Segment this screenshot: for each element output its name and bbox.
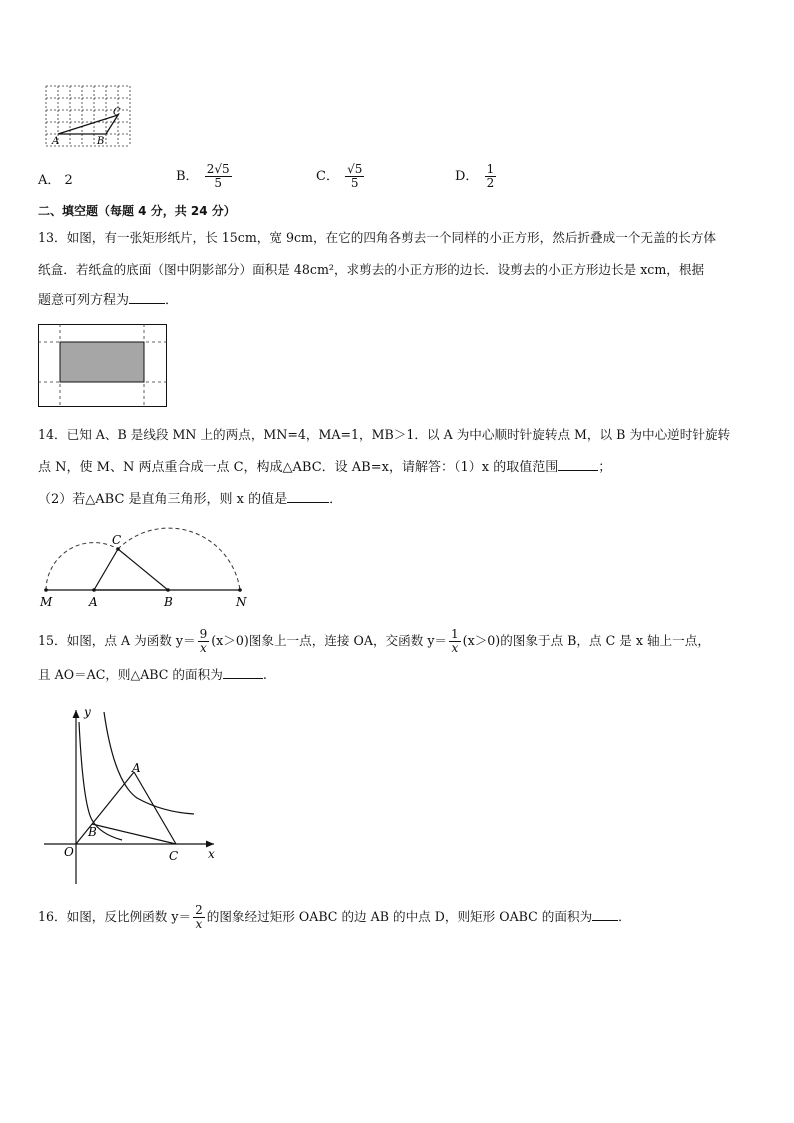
q13-answer-blank (129, 291, 165, 304)
q15-line-2 (38, 666, 267, 684)
fig12-label-a: A (52, 136, 60, 147)
fig12-label-c: C (113, 107, 121, 118)
option-b (176, 163, 234, 190)
option-a (38, 172, 73, 190)
fig14-label-m: M (40, 595, 53, 609)
q15-fraction-2-denominator: x (451, 641, 459, 655)
triangle-abc (58, 115, 118, 134)
q14-answer-blank-1 (558, 458, 598, 471)
q14-line-3 (38, 490, 342, 509)
fig15-label-c: C (169, 849, 179, 863)
fig15-label-b: B (88, 825, 97, 839)
fig14-label-c: C (112, 533, 122, 547)
fig14-label-a: A (89, 595, 98, 609)
fig12-label-b: B (97, 136, 105, 147)
q15-line-1-a: 15．如图，点 A 为函数 y＝ (38, 633, 196, 648)
q16-text-pre: 16．如图，反比例函数 y＝ (38, 909, 192, 924)
fig15-label-x: x (208, 847, 215, 861)
q14-arc-figure (34, 522, 256, 612)
q15-line-1 (38, 621, 710, 661)
q16-text-end: ． (618, 909, 631, 924)
q14-line-2-text: 点 N，使 M、N 两点重合成一点 C，构成△ABC．设 AB=x，请解答：（1）x 的取值范围 (38, 460, 559, 475)
q14-line-3-text: （2）若△ABC 是直角三角形，则 x 的值是 (38, 492, 288, 507)
option-c-label: C． (316, 169, 339, 184)
q15-answer-blank (223, 666, 263, 679)
q13-paper-figure (38, 324, 168, 408)
q15-fraction-2-numerator: 1 (451, 627, 459, 641)
option-b-fraction (205, 163, 232, 190)
option-a-label: A． (38, 173, 61, 188)
option-c (316, 163, 366, 190)
q16-fraction-denominator: x (195, 917, 203, 931)
option-c-fraction (345, 163, 364, 190)
q13-line-3 (38, 291, 178, 310)
q16-line (38, 897, 631, 937)
q14-line-1: 14．已知 A、B 是线段 MN 上的两点，MN=4，MA=1，MB＞1．以 A 为中心顺时针旋转点 M，以 B 为中心逆时针旋转 (38, 427, 731, 442)
option-b-label: B． (176, 169, 199, 184)
fig15-label-o: O (64, 845, 74, 859)
q13-line-3-text: 题意可列方程为 (38, 293, 130, 308)
q15-line-2-end: . (262, 667, 267, 682)
q14-line-3-end: ． (329, 492, 343, 507)
q14-answer-blank-2 (287, 490, 329, 503)
shaded-base (60, 342, 144, 382)
q16-fraction-numerator: 2 (195, 903, 203, 917)
option-c-denominator: 5 (350, 176, 359, 190)
fig15-label-y: y (84, 705, 91, 719)
q13-line-3-end: ． (165, 293, 179, 308)
q13-line-1: 13．如图，有一张矩形纸片，长 15cm，宽 9cm，在它的四角各剪去一个同样的小正方形，然后折叠成一个无盖的长方体 (38, 230, 716, 245)
curve-y-1-over-x (79, 722, 122, 840)
triangle-abc (94, 549, 168, 590)
option-a-value: 2 (64, 173, 73, 188)
option-b-denominator: 5 (214, 176, 222, 190)
q15-line-1-c: (x＞0)的图象于点 B，点 C 是 x 轴上一点， (462, 633, 710, 648)
option-b-numerator: 2√5 (206, 162, 230, 176)
option-c-numerator: √5 (347, 162, 363, 176)
q15-line-2-text: 且 AO＝AC，则△ABC 的面积为 (38, 667, 223, 682)
section-heading: 二、填空题（每题 4 分，共 24 分） (38, 204, 236, 218)
q16-answer-blank (592, 908, 618, 921)
fig15-label-a: A (132, 761, 141, 775)
q13-line-2: 纸盒．若纸盒的底面（图中阴影部分）面积是 48cm²，求剪去的小正方形的边长．设剪去的小正方形边长是 xcm，根据 (38, 262, 705, 277)
option-d-fraction (485, 163, 497, 190)
option-d-denominator: 2 (486, 176, 495, 190)
q16-fraction (193, 904, 205, 931)
q12-grid-figure (40, 82, 136, 156)
q14-line-2 (38, 458, 611, 477)
option-d-label: D． (455, 169, 479, 184)
q15-fraction-1-numerator: 9 (199, 627, 208, 641)
q14-line-2-end: ； (598, 460, 612, 475)
q15-graph-figure (42, 700, 222, 888)
q16-text-post: 的图象经过矩形 OABC 的边 AB 的中点 D，则矩形 OABC 的面积为 (206, 909, 593, 924)
fig14-label-b: B (164, 595, 173, 609)
fig14-label-n: N (236, 595, 247, 609)
q15-fraction-1 (198, 628, 210, 655)
option-d-numerator: 1 (486, 162, 495, 176)
option-d (455, 163, 498, 190)
q15-line-1-b: (x＞0)图象上一点，连接 OA，交函数 y＝ (211, 633, 448, 648)
q15-fraction-1-denominator: x (200, 641, 207, 655)
q15-fraction-2 (449, 628, 461, 655)
